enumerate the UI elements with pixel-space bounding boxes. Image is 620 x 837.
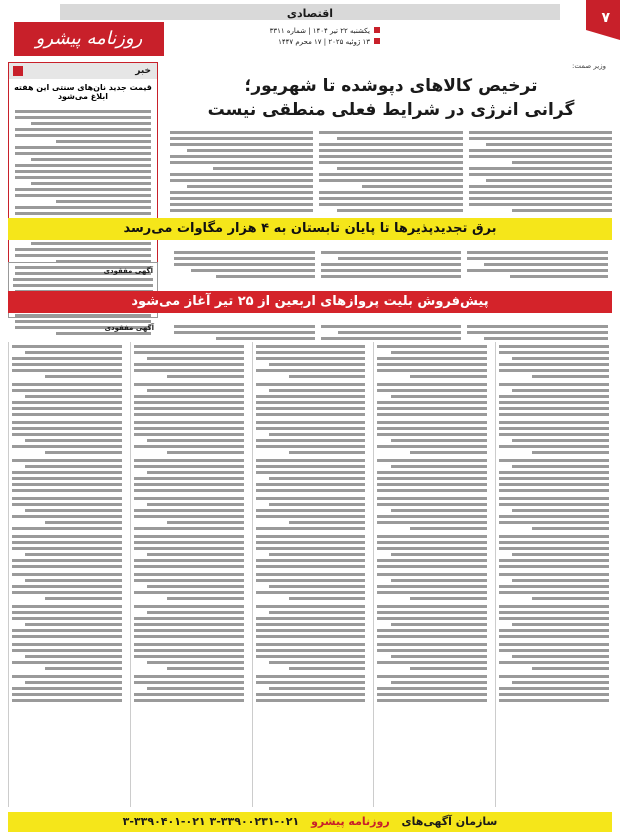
notice-title: آگهی مفقودی [104,324,154,332]
date-line-1: یکشنبه ۲۲ تیر ۱۴۰۴ | شماره ۳۳۱۱ [269,27,370,35]
notice-title: آگهی مفقودی [103,267,153,275]
sidebar-headline: قیمت جدید نان‌های سنتی این هفته ابلاغ می‌شود [14,83,152,101]
article-column [170,128,313,215]
footer-phones: ۰۲۱-۳۳۹۰۰۲۳۱-۳ ۰۲۱-۳۳۹۰۴۰۱-۳ [122,815,300,828]
lead-article [170,62,612,215]
ribbon-headline-power: برق تجدیدپذیرها تا پایان تابستان به ۴ هزار مگاوات می‌رسد [8,218,612,240]
flights-story [170,318,612,340]
ad-column [8,342,125,807]
section-strip [60,4,560,20]
power-story [170,244,612,284]
sidebar-header [9,63,157,79]
page-number: ۷ [601,10,610,26]
bullet-icon [374,38,380,44]
bullet-icon [374,27,380,33]
article-kicker: وزیر صمت: [571,62,606,70]
sidebar-label: خبر [135,66,151,76]
date-line-2: ۱۳ ژوئیه ۲۰۲۵ | ۱۷ محرم ۱۴۴۷ [278,38,370,46]
headline-line-1: ترخیص کالاهای دپوشده تا شهریور؛ [244,76,538,96]
article-headline [170,74,612,122]
headline-line-2: گرانی انرژی در شرایط فعلی منطقی نیست [207,100,575,120]
dateline [180,26,380,48]
masthead [0,0,620,62]
lost-notice-2 [8,320,158,340]
footer-brand: روزنامه پیشرو [311,815,390,828]
article-column [319,128,462,215]
newspaper-logo: روزنامه پیشرو [14,22,164,56]
ad-column [130,342,247,807]
article-column [469,128,612,215]
ads-footer-banner [8,812,612,832]
ad-column [495,342,612,807]
ad-column [252,342,369,807]
arrow-icon [13,66,23,76]
ad-column [373,342,490,807]
section-title: اقتصادی [286,7,334,20]
ribbon-headline-flights: پیش‌فروش بلیت پروازهای اربعین از ۲۵ تیر آغاز می‌شود [8,291,612,313]
classified-ads [8,342,612,807]
article-columns [170,128,612,215]
footer-label: سازمان آگهی‌های [401,815,498,828]
